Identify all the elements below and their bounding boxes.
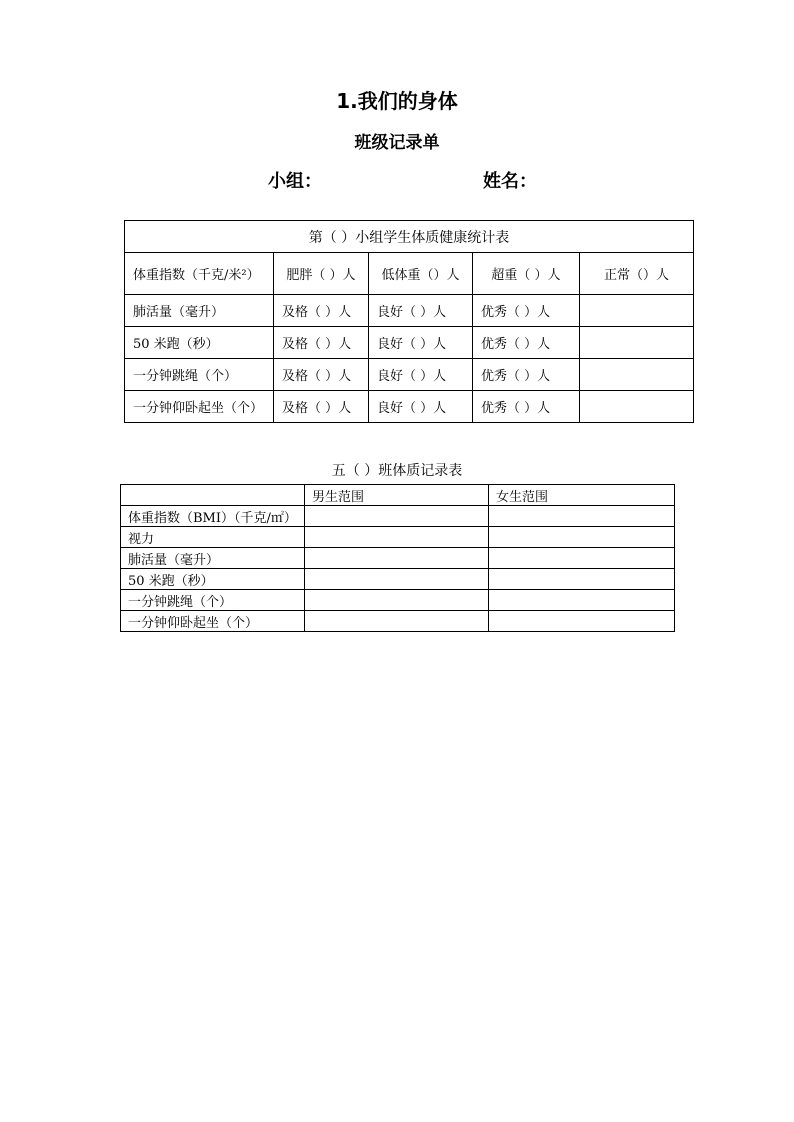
table-cell[interactable]: 优秀（ ）人 bbox=[473, 359, 580, 391]
table-cell[interactable] bbox=[305, 548, 489, 569]
table-cell[interactable]: 肥胖（ ）人 bbox=[274, 253, 369, 295]
table-cell[interactable] bbox=[305, 527, 489, 548]
row-label: 肺活量（毫升） bbox=[121, 548, 305, 569]
table-cell[interactable]: 优秀（ ）人 bbox=[473, 295, 580, 327]
table-cell[interactable]: 及格（ ）人 bbox=[274, 327, 369, 359]
row-label: 一分钟仰卧起坐（个） bbox=[125, 391, 274, 423]
row-label: 一分钟跳绳（个） bbox=[125, 359, 274, 391]
table-cell[interactable] bbox=[305, 611, 489, 632]
name-label: 姓名： bbox=[483, 171, 537, 192]
row-label: 肺活量（毫升） bbox=[125, 295, 274, 327]
table-cell[interactable] bbox=[580, 391, 694, 423]
column-header: 男生范围 bbox=[305, 485, 489, 506]
table-cell[interactable] bbox=[489, 527, 675, 548]
table-cell[interactable] bbox=[305, 506, 489, 527]
table-cell[interactable] bbox=[489, 590, 675, 611]
health-stats-table bbox=[124, 220, 694, 423]
table-cell[interactable]: 低体重（）人 bbox=[369, 253, 473, 295]
row-label: 体重指数（BMI）（千克/㎡） bbox=[121, 506, 305, 527]
table-cell[interactable]: 良好（ ）人 bbox=[369, 295, 473, 327]
column-header: 女生范围 bbox=[489, 485, 675, 506]
table-cell[interactable]: 良好（ ）人 bbox=[369, 359, 473, 391]
table-row bbox=[121, 611, 675, 632]
table-row bbox=[125, 391, 694, 423]
table-cell[interactable]: 及格（ ）人 bbox=[274, 295, 369, 327]
table-cell[interactable] bbox=[580, 295, 694, 327]
class-record-table bbox=[120, 484, 675, 632]
table-cell[interactable] bbox=[305, 569, 489, 590]
row-label: 体重指数（千克/米²） bbox=[125, 253, 274, 295]
table-header-row bbox=[121, 485, 675, 506]
row-label: 一分钟跳绳（个） bbox=[121, 590, 305, 611]
table-cell[interactable]: 及格（ ）人 bbox=[274, 391, 369, 423]
page-subtitle: 班级记录单 bbox=[354, 133, 440, 153]
table-row bbox=[121, 590, 675, 611]
table-cell[interactable] bbox=[305, 590, 489, 611]
table-cell[interactable] bbox=[580, 327, 694, 359]
table-row bbox=[125, 359, 694, 391]
row-label: 一分钟仰卧起坐（个） bbox=[121, 611, 305, 632]
table-row bbox=[125, 253, 694, 295]
table-row bbox=[125, 295, 694, 327]
page-title: 1.我们的身体 bbox=[336, 89, 458, 113]
table-cell[interactable]: 优秀（ ）人 bbox=[473, 327, 580, 359]
table-cell[interactable] bbox=[489, 548, 675, 569]
table-row bbox=[121, 569, 675, 590]
table-cell[interactable]: 及格（ ）人 bbox=[274, 359, 369, 391]
table-row bbox=[125, 327, 694, 359]
table-cell[interactable]: 良好（ ）人 bbox=[369, 391, 473, 423]
row-label: 视力 bbox=[121, 527, 305, 548]
table-cell[interactable]: 优秀（ ）人 bbox=[473, 391, 580, 423]
table-cell[interactable] bbox=[489, 611, 675, 632]
row-label: 50 米跑（秒） bbox=[125, 327, 274, 359]
group-label: 小组： bbox=[268, 171, 322, 192]
table-cell[interactable]: 正常（）人 bbox=[580, 253, 694, 295]
table-cell[interactable] bbox=[489, 506, 675, 527]
table-cell[interactable]: 良好（ ）人 bbox=[369, 327, 473, 359]
table-caption: 第（ ）小组学生体质健康统计表 bbox=[125, 221, 694, 253]
table-cell[interactable] bbox=[489, 569, 675, 590]
row-label: 50 米跑（秒） bbox=[121, 569, 305, 590]
table-cell[interactable]: 超重（ ）人 bbox=[473, 253, 580, 295]
table-row bbox=[121, 506, 675, 527]
table-cell[interactable] bbox=[580, 359, 694, 391]
column-header bbox=[121, 485, 305, 506]
table2-caption: 五（ ）班体质记录表 bbox=[331, 463, 463, 479]
table-row bbox=[121, 548, 675, 569]
table-row bbox=[121, 527, 675, 548]
